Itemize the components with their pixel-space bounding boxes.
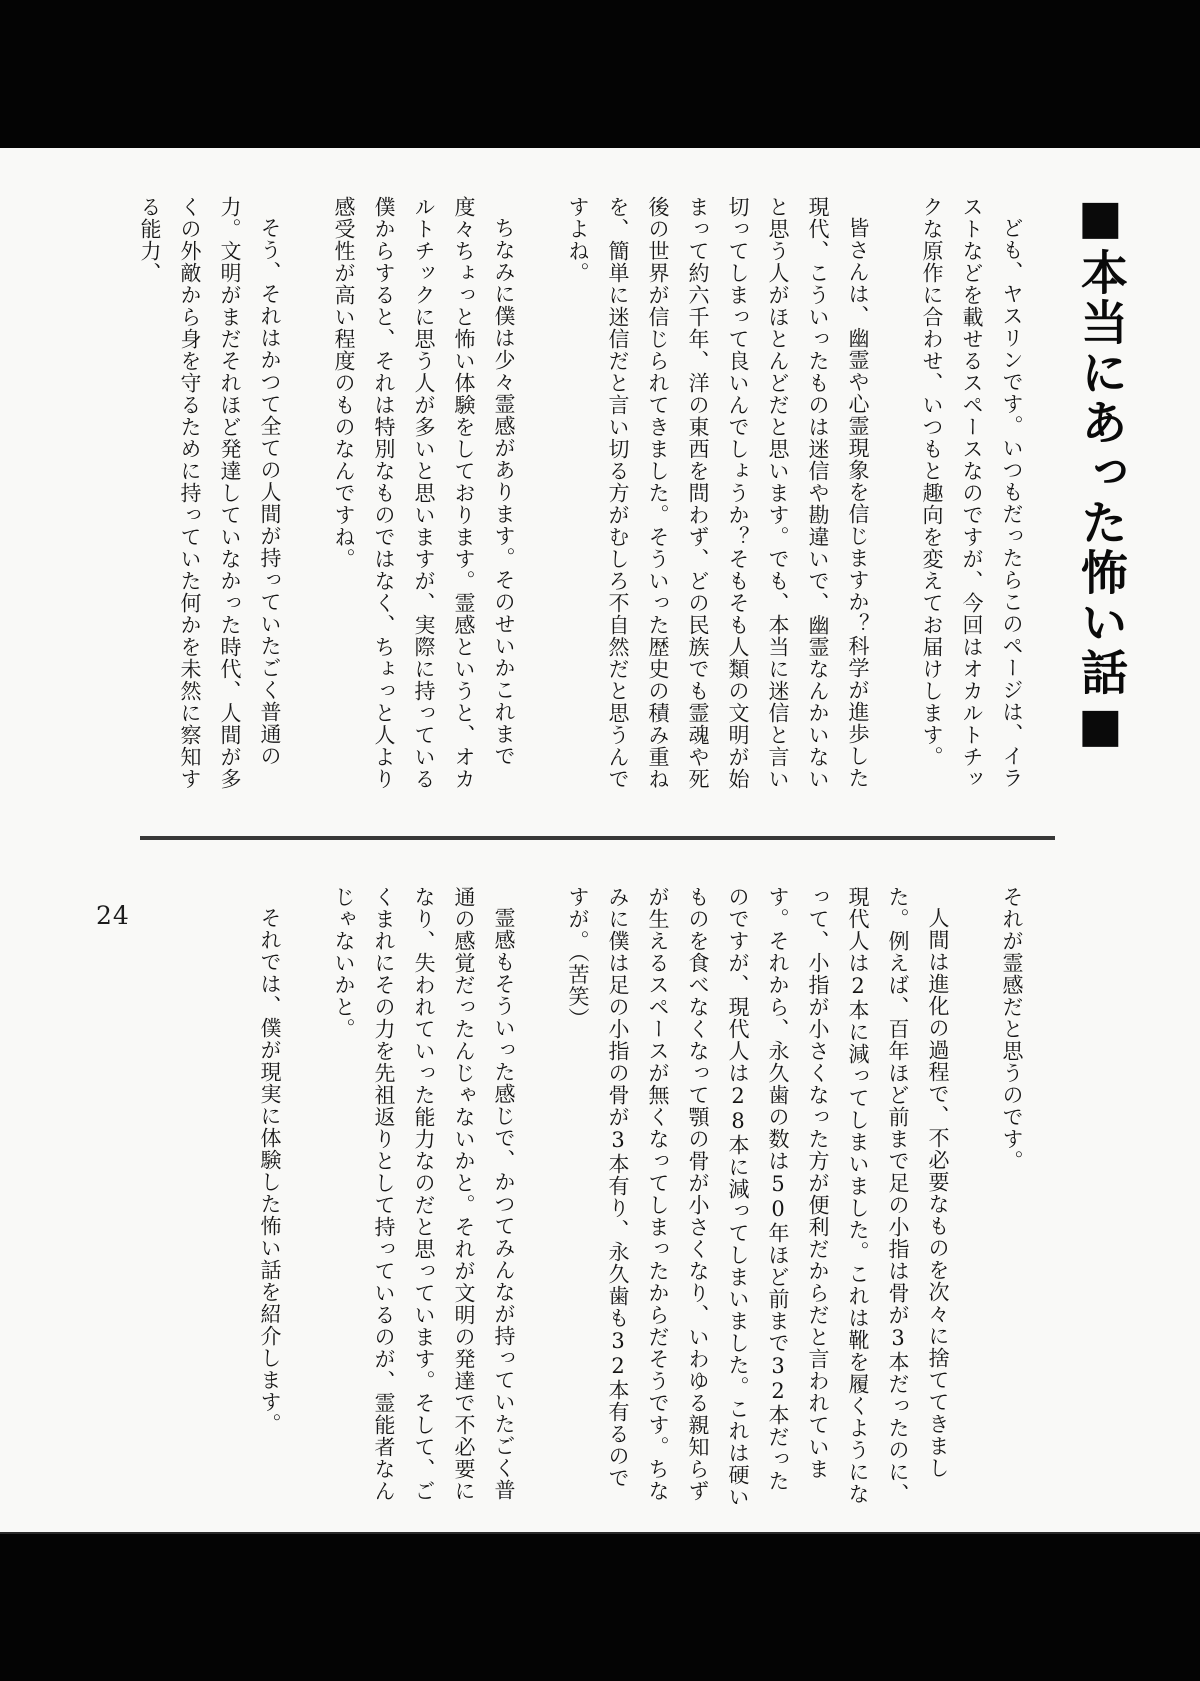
- paragraph-reikan: ちなみに僕は少々霊感があります。そのせいかこれまで度々ちょっと怖い体験をしております。霊感というと、オカルトチックに思う人が多いと思いますが、実際に持っている僕からすると、それは特別なものではなく、ちょっと人より感受性が高い程度のものなんですね。: [332, 196, 516, 790]
- paragraph-continuation: それが霊感だと思うのです。: [1000, 886, 1024, 1172]
- page-number: 24: [96, 901, 130, 930]
- section-divider: [140, 836, 1055, 840]
- paragraph-closing: それでは、僕が現実に体験した怖い話を紹介します。: [258, 907, 282, 1435]
- paragraph-evolution: 人間は進化の過程で、不必要なものを次々に捨ててきました。例えば、百年ほど前まで足の小指は骨が3本だったのに、現代人は2本に減ってしまいました。これは靴を履くようになって、小指が小さくなった方が便利だからだと言われています。それから、永久歯の数は50年ほど前まで32本だったのですが、現代人は28本に減ってしまいました。これは硬いものを食べなくなって顎の骨が小さくなり、いわゆる親知らずが生えるスペースが無くなってしまったからだそうです。ちなみに僕は足の小指の骨が3本有り、永久歯も32本有るのですが。（苦笑）: [566, 886, 950, 1508]
- paragraph-lost-sense: 霊感もそういった感じで、かつてみんなが持っていたごく普通の感覚だったんじゃないかと。それが文明の発達で不必要になり、失われていった能力なのだと思っています。そして、ごくまれにその力を先祖返りとして持っているのが、霊能者なんじゃないかと。: [332, 886, 516, 1502]
- intro-section: [130, 196, 1032, 792]
- page-body: [0, 148, 1200, 1532]
- paragraph-ability: そう、それはかつて全ての人間が持っていたごく普通の力。文明がまだそれほど発達していなかった時代、人間が多くの外敵から身を守るために持っていた何かを未然に察知する能力、: [138, 196, 282, 790]
- top-black-bar: [0, 0, 1200, 150]
- page-title: ■本当にあった怖い話■: [1073, 190, 1128, 756]
- paragraph-belief: 皆さんは、幽霊や心霊現象を信じますか？科学が進歩した現代、こういったものは迷信や勘違いで、幽霊なんかいないと思う人がほとんどだと思います。でも、本当に迷信と言い切ってしまって良いんでしょうか？そもそも人類の文明が始まって約六千年、洋の東西を問わず、どの民族でも霊魂や死後の世界が信じられてきました。そういった歴史の積み重ねを、簡単に迷信だと言い切る方がむしろ不自然だと思うんですよね。: [566, 196, 870, 790]
- essay-section: [250, 886, 1032, 1510]
- paragraph-greeting: ども、ヤスリンです。いつもだったらこのページは、イラストなどを載せるスペースなのですが、今回はオカルトチックな原作に合わせ、いつもと趣向を変えてお届けします。: [920, 196, 1024, 790]
- bottom-black-bar: [0, 1532, 1200, 1681]
